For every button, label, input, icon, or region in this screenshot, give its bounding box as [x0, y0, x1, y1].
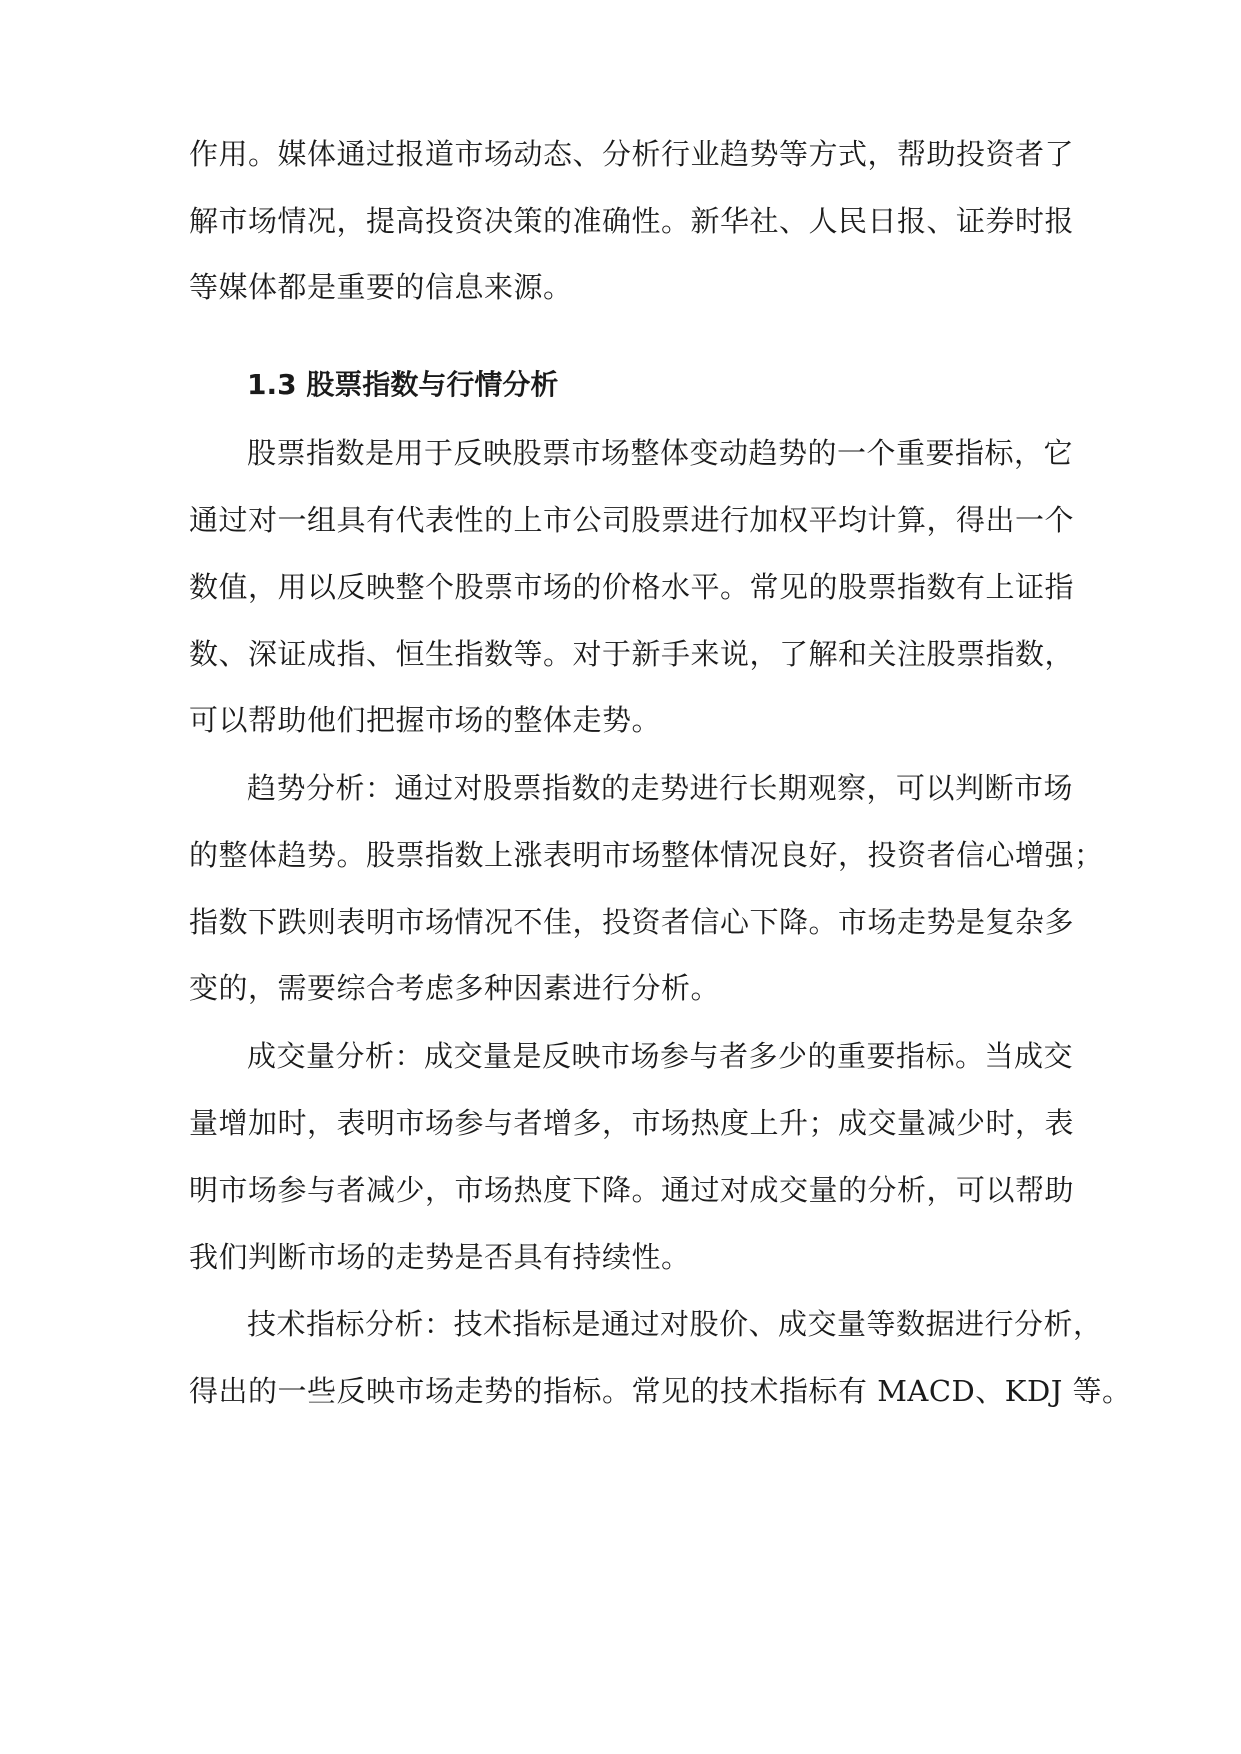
paragraph-3-line-3: 明市场参与者减少，市场热度下降。通过对成交量的分析，可以帮助	[189, 1173, 1075, 1207]
paragraph-2-line-1: 趋势分析：通过对股票指数的走势进行长期观察，可以判断市场	[247, 771, 1074, 805]
paragraph-2-line-4: 变的，需要综合考虑多种因素进行分析。	[189, 971, 721, 1005]
intro-line-1: 作用。媒体通过报道市场动态、分析行业趋势等方式，帮助投资者了	[189, 137, 1075, 171]
paragraph-3-line-1: 成交量分析：成交量是反映市场参与者多少的重要指标。当成交	[247, 1039, 1074, 1073]
paragraph-1-line-4: 数、深证成指、恒生指数等。对于新手来说，了解和关注股票指数，	[189, 637, 1075, 671]
paragraph-2-line-3: 指数下跌则表明市场情况不佳，投资者信心下降。市场走势是复杂多	[189, 905, 1075, 939]
paragraph-3-line-2: 量增加时，表明市场参与者增多，市场热度上升；成交量减少时，表	[189, 1106, 1075, 1140]
paragraph-2-line-2: 的整体趋势。股票指数上涨表明市场整体情况良好，投资者信心增强；	[189, 838, 1104, 872]
intro-line-2: 解市场情况，提高投资决策的准确性。新华社、人民日报、证券时报	[189, 204, 1075, 238]
paragraph-4-line-2: 得出的一些反映市场走势的指标。常见的技术指标有 MACD、KDJ 等。	[189, 1374, 1132, 1408]
paragraph-4-line-1: 技术指标分析：技术指标是通过对股价、成交量等数据进行分析，	[247, 1307, 1103, 1341]
paragraph-1-line-5: 可以帮助他们把握市场的整体走势。	[189, 703, 662, 737]
paragraph-1-line-3: 数值，用以反映整个股票市场的价格水平。常见的股票指数有上证指	[189, 570, 1075, 604]
paragraph-1-line-2: 通过对一组具有代表性的上市公司股票进行加权平均计算，得出一个	[189, 503, 1075, 537]
intro-line-3: 等媒体都是重要的信息来源。	[189, 270, 573, 304]
paragraph-1-line-1: 股票指数是用于反映股票市场整体变动趋势的一个重要指标，它	[247, 436, 1074, 470]
section-heading: 1.3 股票指数与行情分析	[247, 368, 559, 401]
paragraph-3-line-4: 我们判断市场的走势是否具有持续性。	[189, 1240, 691, 1274]
